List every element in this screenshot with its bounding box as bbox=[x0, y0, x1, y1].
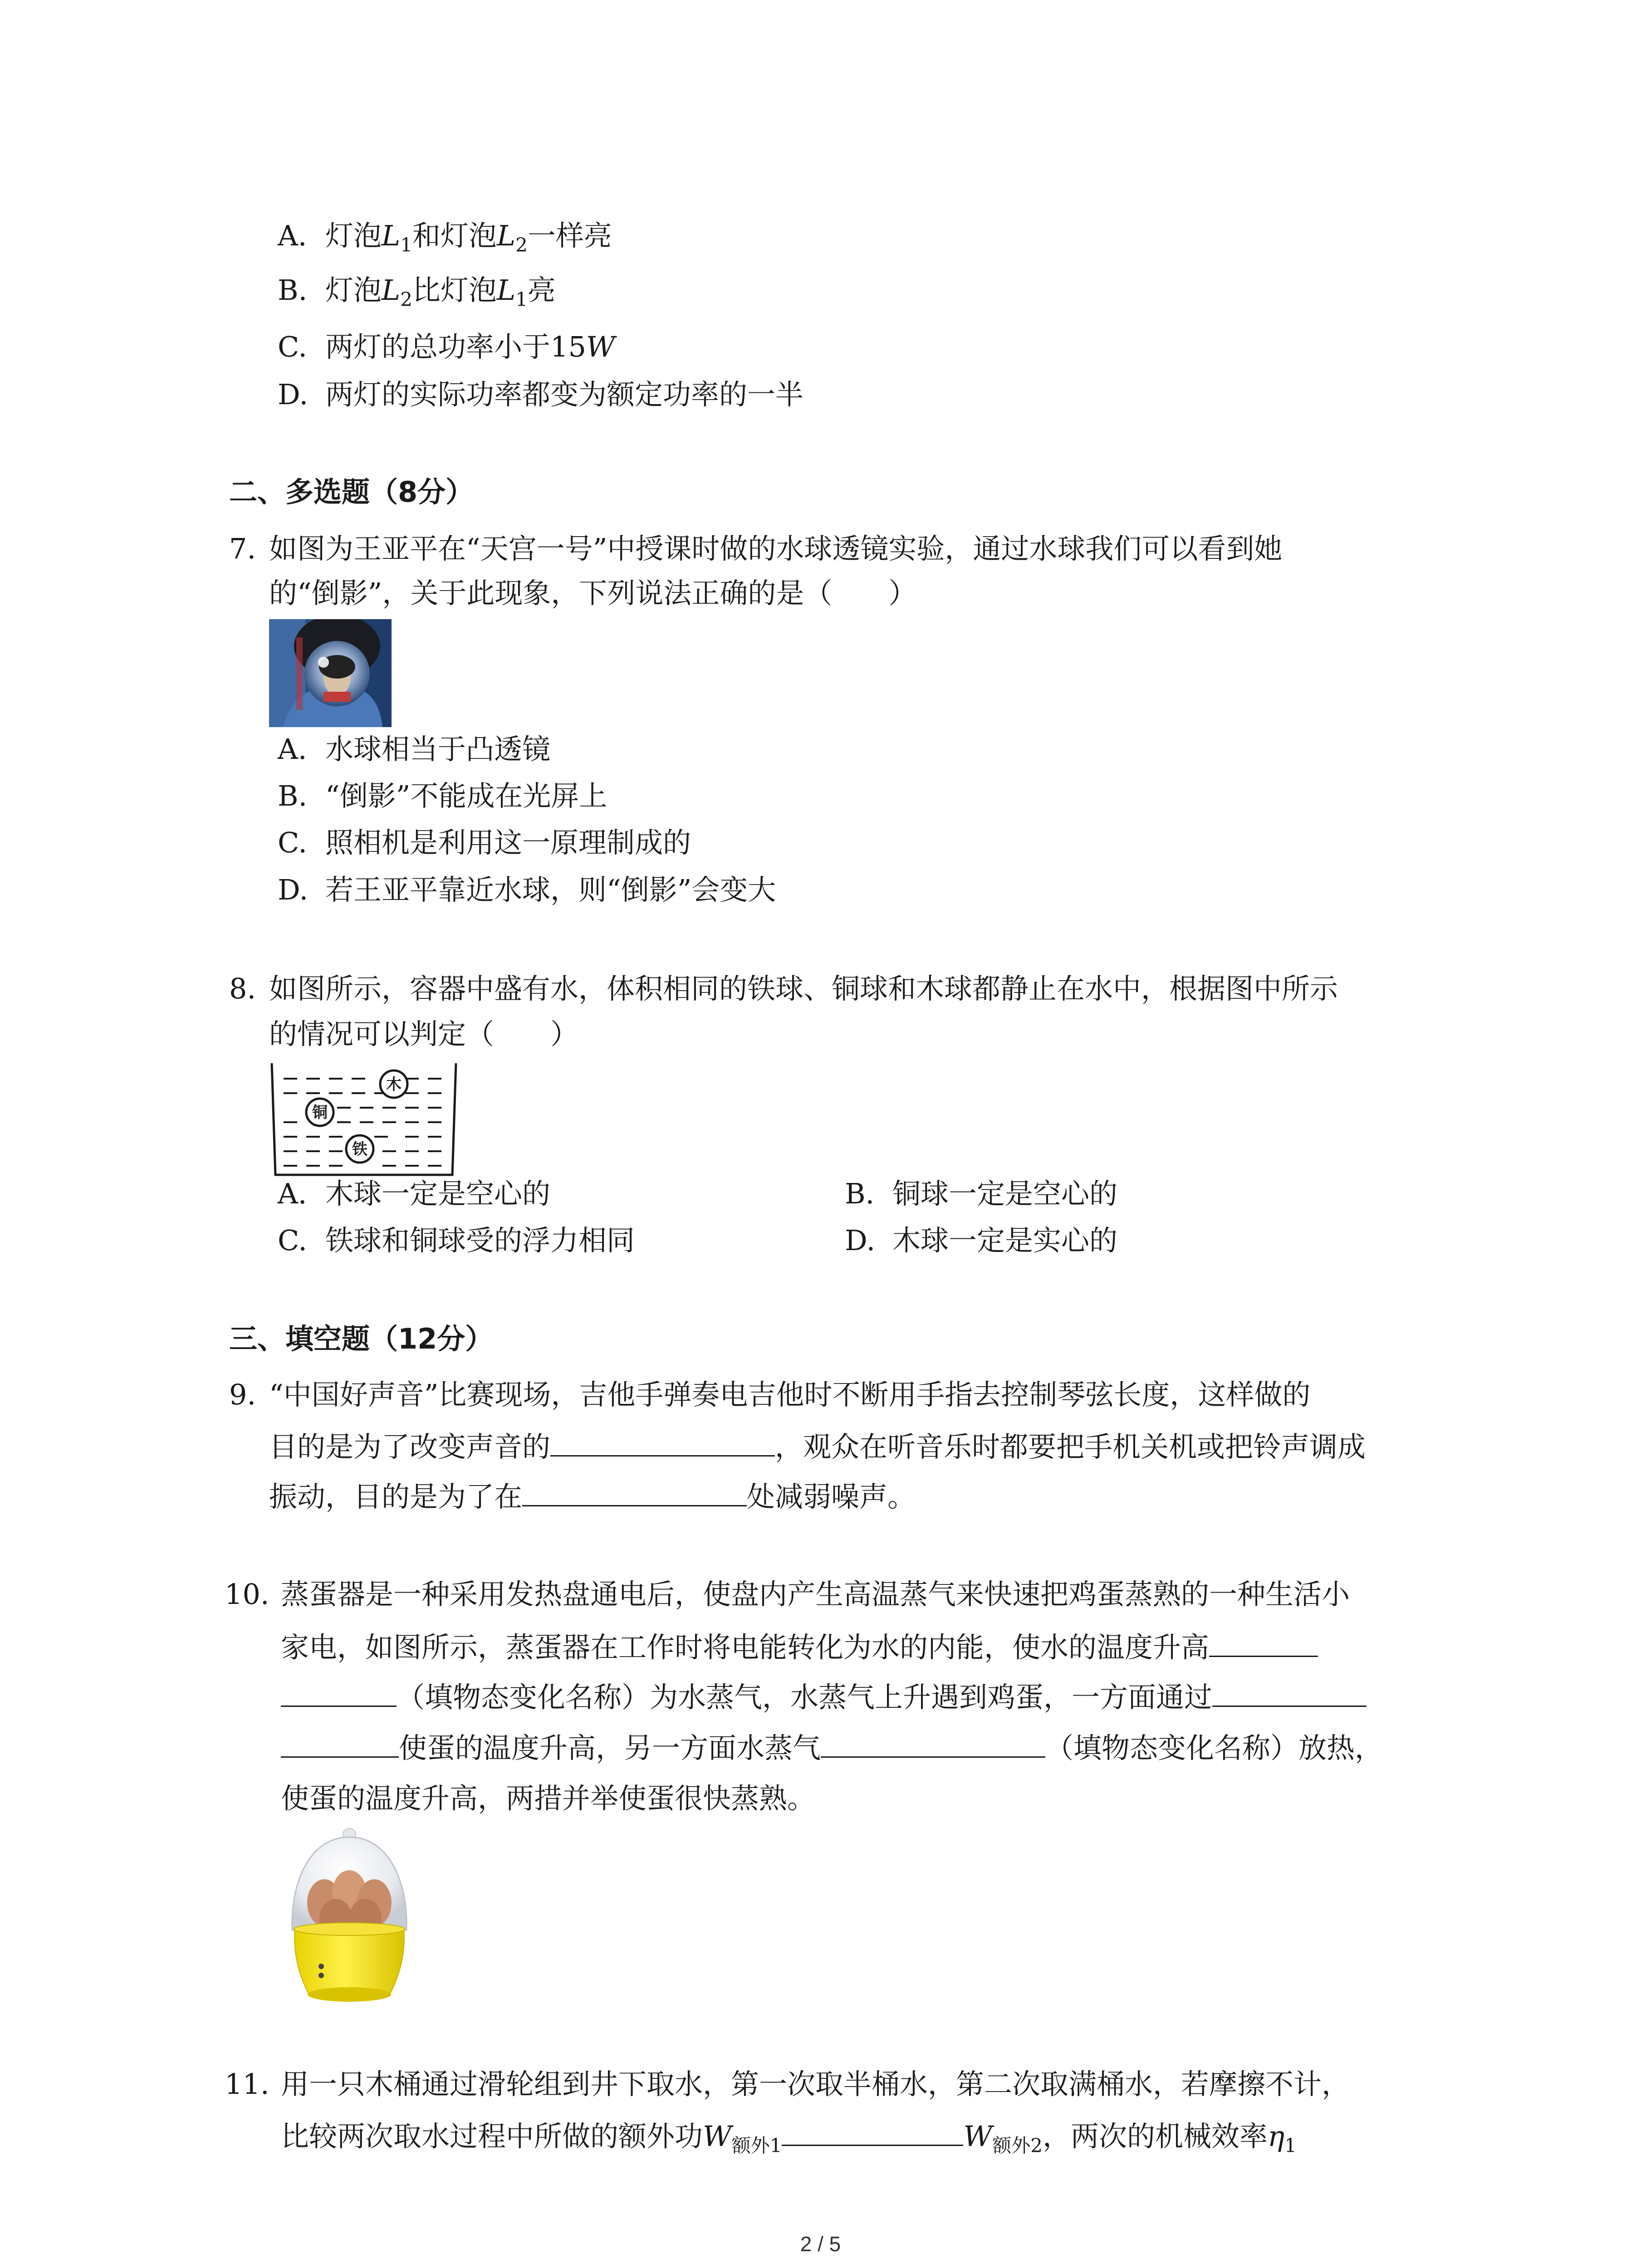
q8-stem-line2: 的情况可以判定（ ） bbox=[269, 1017, 579, 1051]
q8-option-b[interactable]: B. 铜球一定是空心的 bbox=[845, 1177, 1118, 1210]
iron-ball-label: 铁 bbox=[352, 1140, 367, 1158]
q11-stem-line2: 比较两次取水过程中所做的额外功$W_{额外1}$ $W_{额外2}$，两次的机械效率$\eta_1$ bbox=[281, 2117, 1297, 2164]
q9-blank-1[interactable] bbox=[550, 1428, 775, 1457]
section-heading-multiple-choice: 二、多选题（8分） bbox=[229, 475, 474, 508]
egg-cooker-image bbox=[281, 1826, 417, 2016]
q6-option-b[interactable]: B. 灯泡$L_2$比灯泡$L_1$亮 bbox=[278, 274, 556, 311]
section-heading-fill-in: 三、填空题（12分） bbox=[229, 1322, 494, 1355]
q9-stem-line2: 目的是为了改变声音的 ，观众在听音乐时都要把手机关机或把铃声调成 bbox=[269, 1428, 1366, 1465]
q6-option-c[interactable]: C. 两灯的总功率小于15W bbox=[278, 330, 615, 363]
q10-stem-line4: 使蛋的温度升高，另一方面水蒸气 （填物态变化名称）放热， bbox=[281, 1729, 1383, 1766]
wood-ball-label: 木 bbox=[386, 1075, 402, 1094]
q10-stem-line3: （填物态变化名称）为水蒸气，水蒸气上升遇到鸡蛋，一方面通过 bbox=[281, 1678, 1367, 1716]
q9-blank-2[interactable] bbox=[522, 1478, 747, 1506]
q7-water-ball-photo bbox=[269, 619, 392, 727]
q8-option-a[interactable]: A. 木球一定是空心的 bbox=[278, 1177, 551, 1210]
q10-blank-3[interactable] bbox=[821, 1729, 1045, 1758]
q9-stem-line3: 振动，目的是为了在 处减弱噪声。 bbox=[269, 1478, 916, 1515]
q10-blank-1b[interactable] bbox=[281, 1678, 397, 1707]
q10-stem-line1: 10. 蒸蛋器是一种采用发热盘通电后，使盘内产生高温蒸气来快速把鸡蛋蒸熟的一种生活小 bbox=[225, 1578, 1350, 1611]
q9-stem-line1: 9. “中国好声音”比赛现场，吉他手弹奏电吉他时不断用手指去控制琴弦长度，这样做的 bbox=[229, 1378, 1311, 1411]
q10-stem-line5: 使蛋的温度升高，两措并举使蛋很快蒸熟。 bbox=[281, 1782, 816, 1815]
q7-stem-line2: 的“倒影”，关于此现象，下列说法正确的是（ ） bbox=[269, 577, 917, 610]
q6-option-a[interactable]: A. 灯泡$L_1$和灯泡$L_2$一样亮 bbox=[278, 219, 612, 256]
q8-option-c[interactable]: C. 铁球和铜球受的浮力相同 bbox=[278, 1224, 635, 1257]
q7-option-b[interactable]: B. “倒影”不能成在光屏上 bbox=[278, 779, 607, 812]
q7-option-a[interactable]: A. 水球相当于凸透镜 bbox=[278, 733, 551, 766]
q10-blank-1a[interactable] bbox=[1209, 1628, 1318, 1657]
q6-option-d[interactable]: D. 两灯的实际功率都变为额定功率的一半 bbox=[278, 378, 804, 411]
q10-blank-2b[interactable] bbox=[281, 1729, 399, 1758]
q8-option-d[interactable]: D. 木球一定是实心的 bbox=[845, 1224, 1118, 1257]
q10-blank-2a[interactable] bbox=[1212, 1678, 1367, 1707]
q8-container-figure bbox=[269, 1061, 460, 1179]
copper-ball-label: 铜 bbox=[312, 1104, 328, 1122]
page-number: 2 / 5 bbox=[800, 2232, 841, 2256]
q10-stem-line2: 家电，如图所示，蒸蛋器在工作时将电能转化为水的内能，使水的温度升高 bbox=[281, 1628, 1318, 1666]
q7-option-c[interactable]: C. 照相机是利用这一原理制成的 bbox=[278, 826, 691, 859]
q7-option-d[interactable]: D. 若王亚平靠近水球，则“倒影”会变大 bbox=[278, 873, 776, 906]
q11-blank-1[interactable] bbox=[782, 2117, 963, 2146]
q11-stem-line1: 11. 用一只木桶通过滑轮组到井下取水，第一次取半桶水，第二次取满桶水，若摩擦不计， bbox=[225, 2068, 1350, 2101]
q7-stem-line1: 7. 如图为王亚平在“天宫一号”中授课时做的水球透镜实验，通过水球我们可以看到她 bbox=[229, 532, 1283, 565]
q8-stem-line1: 8. 如图所示，容器中盛有水，体积相同的铁球、铜球和木球都静止在水中，根据图中所示 bbox=[229, 972, 1338, 1005]
